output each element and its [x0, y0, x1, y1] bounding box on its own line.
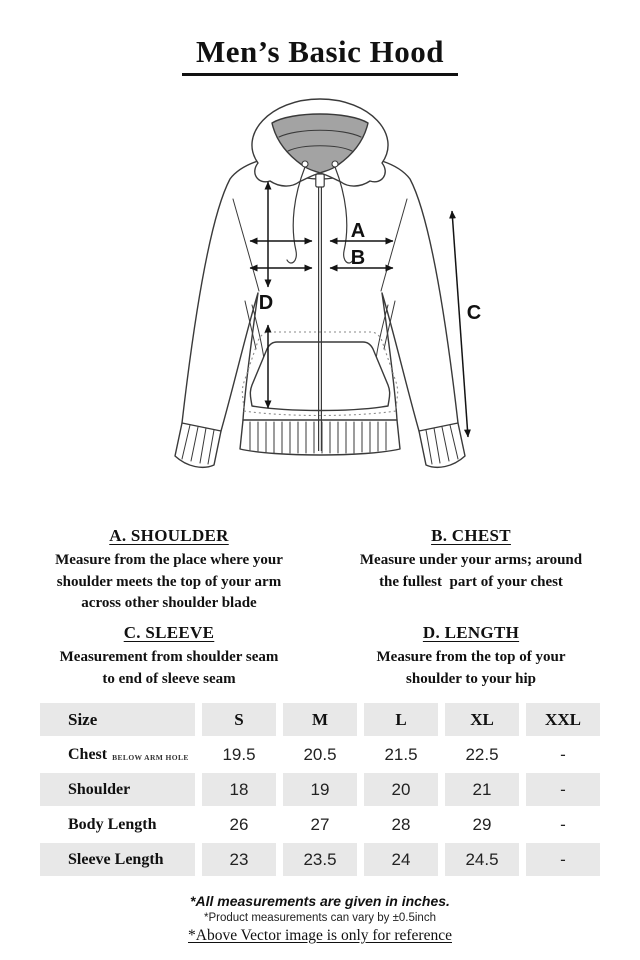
cell-sleeve-length-m: 23.5 — [283, 843, 357, 876]
section-sleeve — [18, 623, 320, 690]
label-c: C — [466, 302, 482, 324]
row-label-chest: Chest BELOW ARM HOLE — [68, 745, 189, 763]
cell-body-length-xxl: - — [560, 814, 566, 834]
hoodie-body — [175, 161, 465, 467]
cell-chest-l: 21.5 — [384, 744, 418, 764]
hoodie-illustration — [140, 95, 500, 475]
section-chest-heading: B. CHEST — [431, 526, 511, 545]
section-sleeve-line: to end of sleeve seam — [102, 670, 236, 687]
cell-body-length-xl: 29 — [472, 814, 492, 834]
section-length-line: shoulder to your hip — [406, 670, 536, 687]
section-length — [320, 623, 622, 690]
section-length-line: Measure from the top of your — [376, 649, 566, 665]
cell-chest-xl: 22.5 — [465, 744, 499, 764]
table-header-l: L — [364, 703, 438, 736]
section-shoulder-line: across other shoulder blade — [81, 595, 257, 611]
cell-shoulder-xl: 21 — [445, 773, 519, 806]
label-b: B — [350, 247, 366, 269]
section-shoulder-line: shoulder meets the top of your arm — [56, 573, 282, 590]
cell-shoulder-l: 20 — [364, 773, 438, 806]
footnote-reference: *Above Vector image is only for reference — [188, 927, 452, 944]
cell-body-length-l: 28 — [391, 814, 411, 834]
section-chest — [320, 526, 622, 593]
table-header-size: Size — [40, 703, 195, 736]
row-label-shoulder: Shoulder — [40, 773, 195, 806]
cell-shoulder-xxl: - — [526, 773, 600, 806]
section-chest-line: the fullest part of your chest — [379, 573, 563, 590]
section-length-heading: D. LENGTH — [422, 623, 520, 642]
section-shoulder-line: Measure from the place where your — [55, 552, 283, 568]
footnote-variance: *Product measurements can vary by ±0.5inch — [204, 912, 436, 924]
chest-note: BELOW ARM HOLE — [112, 752, 189, 762]
row-label-sleeve-length: Sleeve Length — [40, 843, 195, 876]
table-header-m: M — [283, 703, 357, 736]
cell-chest-xxl: - — [560, 744, 566, 764]
footnote-inches: *All measurements are given in inches. — [190, 893, 450, 909]
cell-shoulder-m: 19 — [283, 773, 357, 806]
cell-sleeve-length-xxl: - — [526, 843, 600, 876]
section-sleeve-heading: C. SLEEVE — [123, 623, 215, 642]
section-shoulder — [18, 526, 320, 615]
section-sleeve-line: Measurement from shoulder seam — [59, 649, 279, 665]
cell-chest-m: 20.5 — [303, 744, 337, 764]
cell-body-length-s: 26 — [229, 814, 249, 834]
section-shoulder-heading: A. SHOULDER — [109, 526, 229, 545]
cell-body-length-m: 27 — [310, 814, 330, 834]
table-header-xxl: XXL — [526, 703, 600, 736]
label-d: D — [258, 292, 274, 314]
table-header-xl: XL — [445, 703, 519, 736]
cell-chest-s: 19.5 — [222, 744, 256, 764]
hoodie-measurement-diagram — [140, 95, 500, 475]
page-title: Men’s Basic Hood — [182, 34, 458, 76]
table-header-s: S — [202, 703, 276, 736]
page-title-wrap — [0, 34, 640, 76]
cell-sleeve-length-l: 24 — [364, 843, 438, 876]
label-a: A — [350, 220, 366, 242]
cell-shoulder-s: 18 — [202, 773, 276, 806]
size-table — [40, 703, 600, 876]
row-label-body-length: Body Length — [68, 815, 157, 833]
cell-sleeve-length-xl: 24.5 — [445, 843, 519, 876]
cell-sleeve-length-s: 23 — [202, 843, 276, 876]
section-chest-line: Measure under your arms; around — [359, 552, 583, 568]
